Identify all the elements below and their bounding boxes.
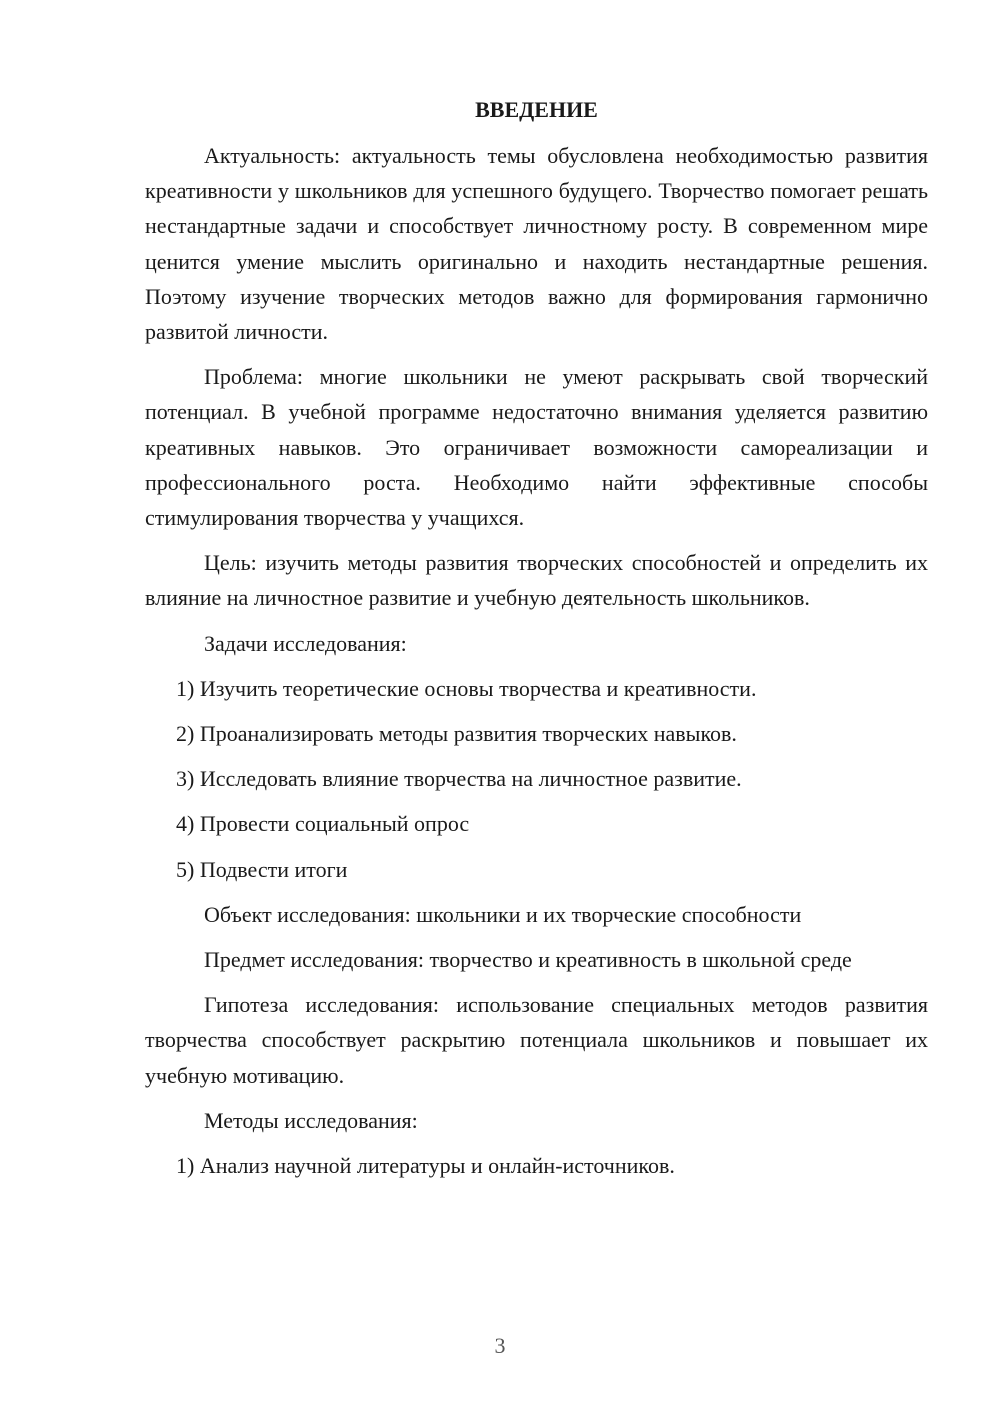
page-title: ВВЕДЕНИЕ [475,97,598,122]
page-number: 3 [494,1333,506,1358]
relevance-paragraph: Актуальность: актуальность темы обусловлена необходимостью развития креативности у школьников для успешного будущего. Творчество помогает решать нестандартные задачи и способствует личностному росту. В современном мире ценится умение мыслить оригинально и находить нестандартные решения. Поэтому изучение творческих методов важно для формирования гармонично развитой личности. [145,143,928,345]
hypothesis-paragraph: Гипотеза исследования: использование специальных методов развития творчества способствует раскрытию потенциала школьников и повышает их учебную мотивацию. [145,992,928,1088]
goal-paragraph: Цель: изучить методы развития творческих способностей и определить их влияние на личностное развитие и учебную деятельность школьников. [145,550,928,611]
problem-paragraph: Проблема: многие школьники не умеют раскрывать свой творческий потенциал. В учебной программе недостаточно внимания уделяется развитию креативных навыков. Это ограничивает возможности самореализации и профессионального роста. Необходимо найти эффективные способы стимулирования творчества у учащихся. [145,364,928,531]
list-item: 5) Подвести итоги [176,856,348,882]
list-item: 2) Проанализировать методы развития творческих навыков. [176,721,737,747]
list-item: 4) Провести социальный опрос [176,811,470,837]
list-item: 3) Исследовать влияние творчества на личностное развитие. [176,766,742,792]
object-paragraph: Объект исследования: школьники и их творческие способности [204,901,802,927]
tasks-list [145,671,928,887]
list-item: 1) Анализ научной литературы и онлайн-источников. [176,1153,675,1179]
tasks-heading: Задачи исследования: [204,630,407,656]
subject-paragraph: Предмет исследования: творчество и креативность в школьной среде [204,947,852,973]
list-item: 1) Изучить теоретические основы творчества и креативности. [176,675,757,701]
methods-list [145,1148,928,1183]
document-page [145,88,928,1193]
methods-heading: Методы исследования: [204,1107,418,1133]
